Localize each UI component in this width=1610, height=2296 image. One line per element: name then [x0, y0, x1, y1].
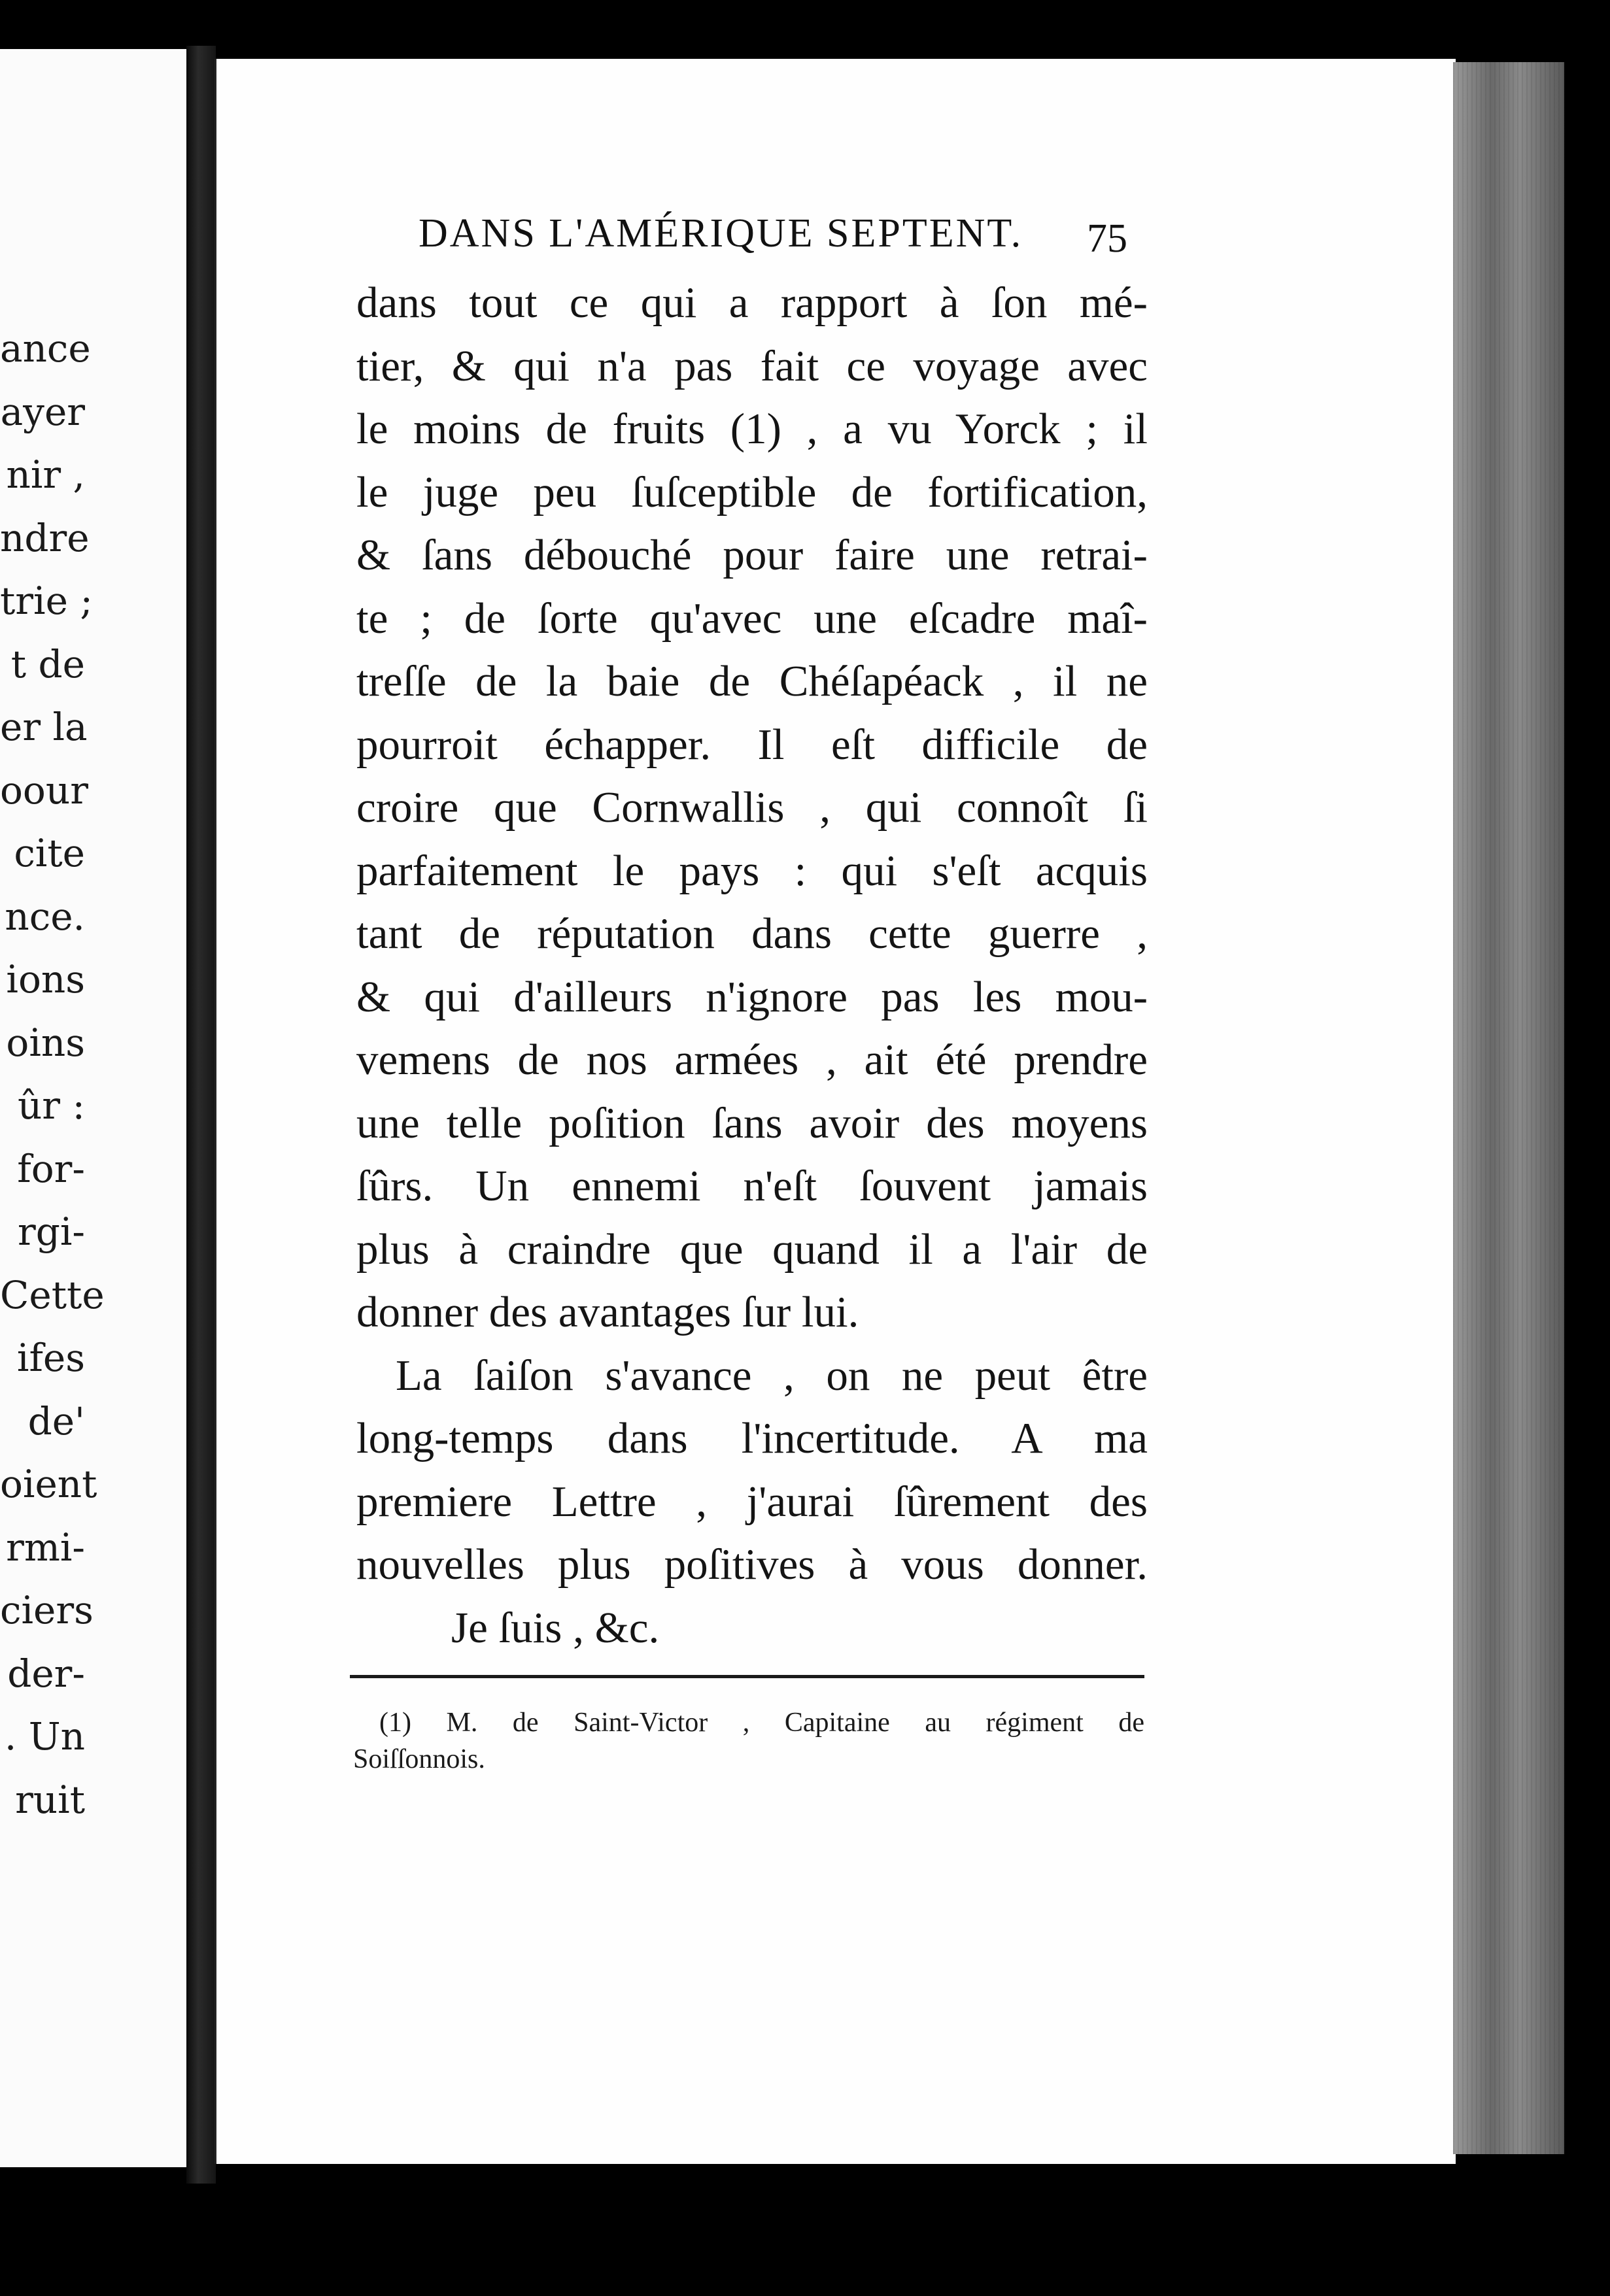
footnote-line: Soiſſonnois.	[353, 1744, 485, 1774]
text-line: La ſaiſon s'avance , on ne peut être	[396, 1351, 1148, 1400]
text-line: tier, & qui n'a pas fait ce voyage avec	[356, 341, 1148, 390]
left-line: der-	[7, 1651, 85, 1696]
text-line: long-temps dans l'incertitude. A ma	[356, 1414, 1148, 1462]
text-line: le moins de fruits (1) , a vu Yorck ; il	[356, 405, 1148, 453]
left-line: oour	[0, 768, 88, 813]
left-page-text	[0, 317, 105, 1831]
text-line: premiere Lettre , j'aurai ſûrement des	[356, 1477, 1148, 1526]
left-line: ciers	[0, 1588, 94, 1632]
body-text	[356, 271, 1148, 1659]
left-line: nir ,	[6, 452, 85, 497]
text-line: une telle poſition ſans avoir des moyens	[356, 1098, 1148, 1147]
book-fore-edge	[1453, 62, 1564, 2154]
left-line: ruit	[15, 1777, 85, 1822]
text-line: ſûrs. Un ennemi n'eſt ſouvent jamais	[356, 1162, 1148, 1210]
left-line: oient	[0, 1462, 97, 1506]
left-line: de'	[27, 1398, 85, 1443]
left-line: for-	[17, 1146, 85, 1191]
text-line: croire que Cornwallis , qui connoît ſi	[356, 783, 1148, 832]
left-line: rmi-	[6, 1525, 85, 1570]
left-line: nce.	[5, 894, 85, 939]
footnote-rule	[350, 1675, 1144, 1678]
left-line: ûr :	[17, 1083, 85, 1128]
page-number: 75	[1087, 216, 1127, 261]
left-line: ions	[6, 957, 85, 1002]
text-line: te ; de ſorte qu'avec une eſcadre maî-	[356, 594, 1148, 643]
text-line: vemens de nos armées , ait été prendre	[356, 1036, 1148, 1084]
footnote-line: (1) M. de Saint-Victor , Capitaine au régiment de	[379, 1708, 1144, 1738]
text-line: tant de réputation dans cette guerre ,	[356, 909, 1148, 958]
text-line: le juge peu ſuſceptible de fortification,	[356, 467, 1148, 516]
text-line: & ſans débouché pour faire une retrai-	[356, 531, 1148, 579]
book-gutter	[186, 46, 216, 2184]
left-line: ayer	[0, 389, 85, 434]
left-line: . Un	[4, 1714, 85, 1759]
left-line: rgi-	[17, 1209, 85, 1254]
left-line: ndre	[0, 515, 90, 560]
text-line: pourroit échapper. Il eſt difficile de	[356, 720, 1148, 769]
left-line: t de	[10, 641, 85, 686]
footnote	[353, 1704, 1144, 1778]
left-line: Cette	[0, 1272, 105, 1317]
left-facing-page	[0, 49, 190, 2167]
left-line: trie ;	[0, 579, 93, 623]
left-line: ifes	[16, 1336, 85, 1380]
text-line: parfaitement le pays : qui s'eſt acquis	[356, 846, 1148, 895]
text-line: treſſe de la baie de Chéſapéack , il ne	[356, 657, 1148, 705]
left-line: oins	[6, 1020, 85, 1065]
left-line: er la	[0, 705, 88, 749]
text-line: nouvelles plus poſitives à vous donner.	[356, 1540, 1148, 1589]
text-line: dans tout ce qui a rapport à ſon mé-	[356, 279, 1148, 327]
left-line: cite	[14, 831, 85, 875]
text-line: Je ſuis , &c.	[451, 1603, 660, 1652]
text-line: donner des avantages ſur lui.	[356, 1288, 859, 1336]
text-line: & qui d'ailleurs n'ignore pas les mou-	[356, 972, 1148, 1021]
running-head: DANS L'AMÉRIQUE SEPTENT.	[419, 211, 1023, 256]
text-line: plus à craindre que quand il a l'air de	[356, 1224, 1148, 1274]
left-line: ance	[0, 326, 91, 371]
